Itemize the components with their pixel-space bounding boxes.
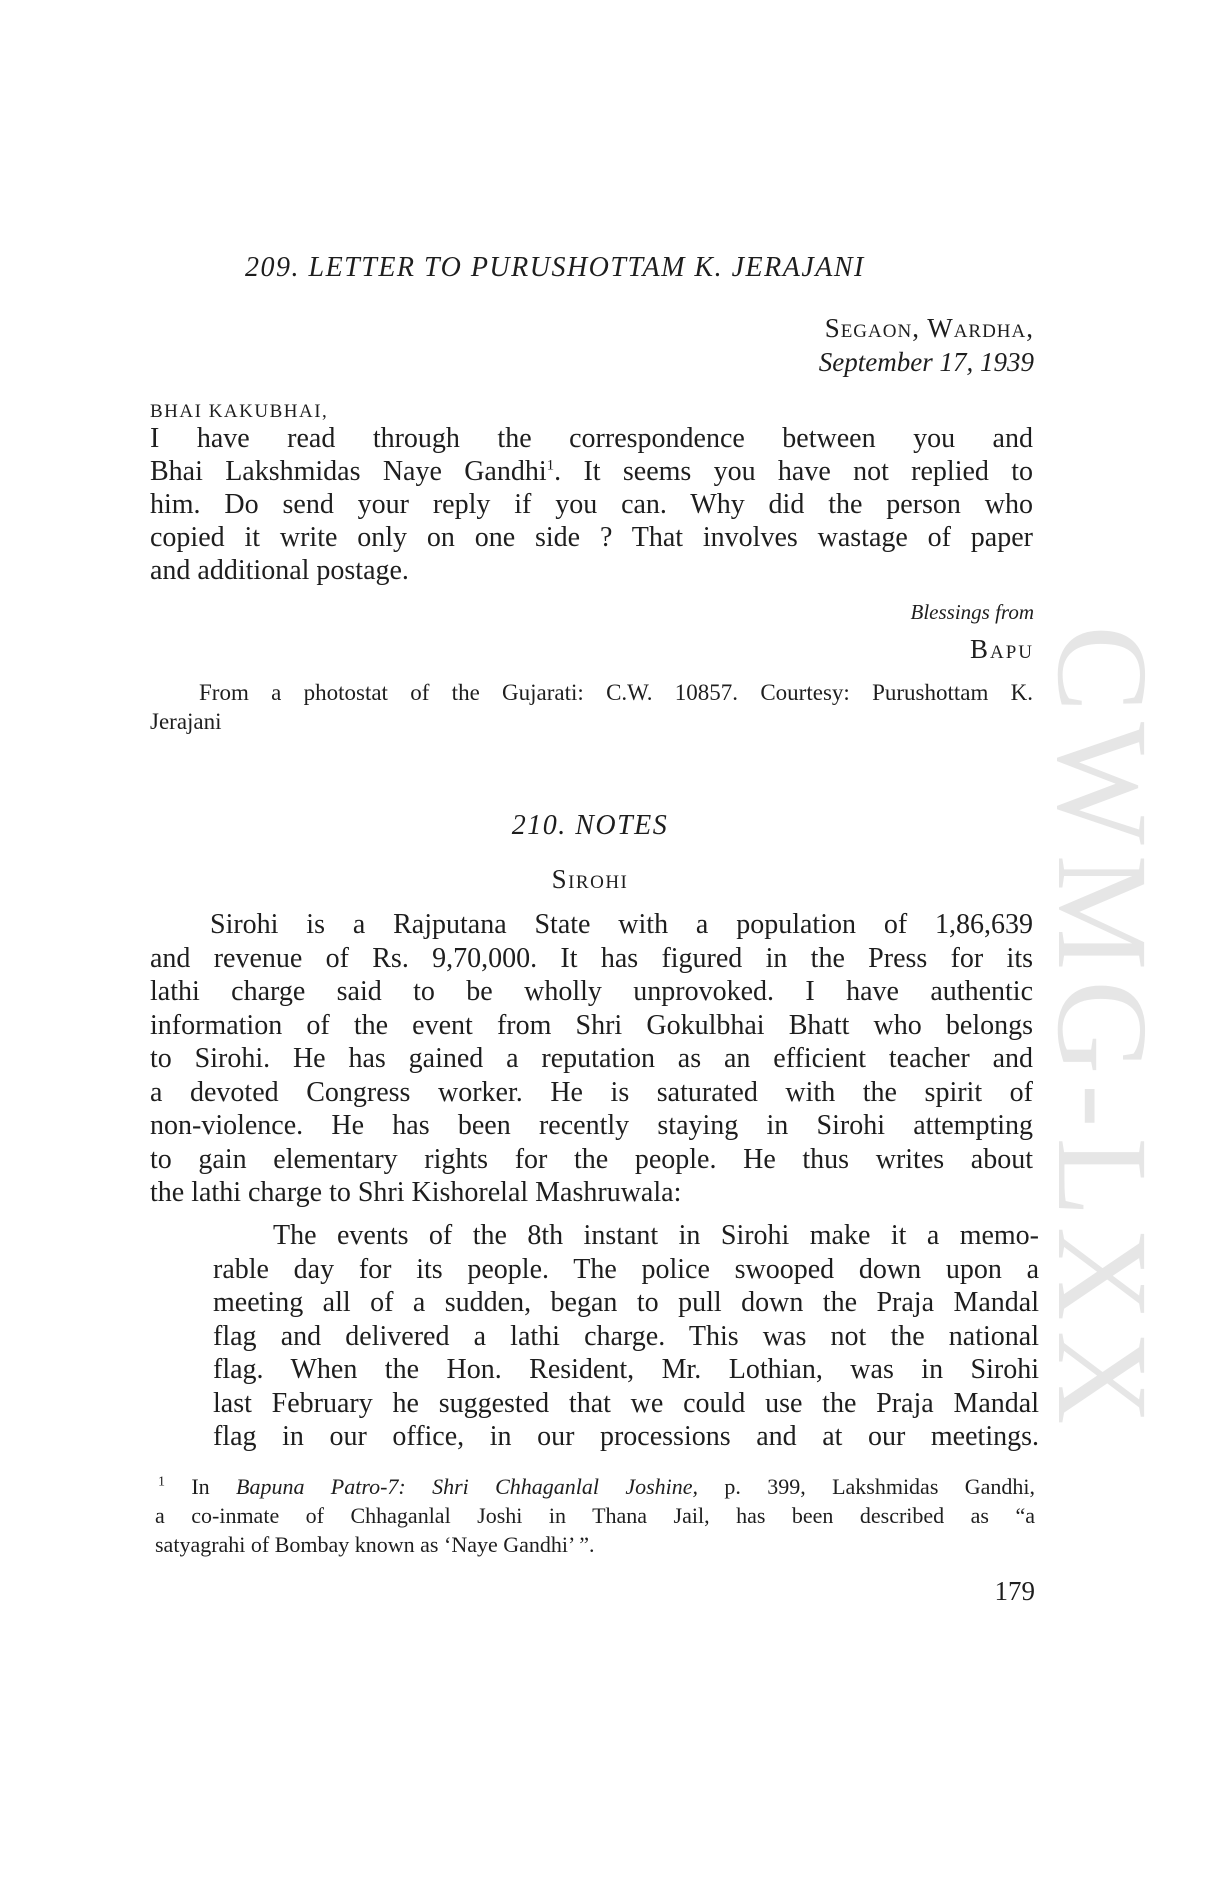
quote-line: flag in our office, in our processions and at our meetings. xyxy=(213,1421,1039,1452)
notes-title: NOTES xyxy=(575,810,669,841)
notes-body-line: and revenue of Rs. 9,70,000. It has figured in the Press for its xyxy=(150,942,1033,974)
watermark-text: CWMG-LXX xyxy=(1030,625,1174,1435)
letter-body-line xyxy=(150,456,1033,488)
footnote-line xyxy=(158,1474,1035,1500)
letter-body xyxy=(150,423,1033,603)
letter-title: LETTER TO PURUSHOTTAM K. JERAJANI xyxy=(308,252,865,283)
footnote-prefix: In xyxy=(165,1474,237,1499)
page-number: 179 xyxy=(994,1576,1035,1606)
notes-body-line: non-violence. He has been recently staying in Sirohi attempting xyxy=(150,1110,1033,1141)
source-line: From a photostat of the Gujarati: C.W. 10857. Courtesy: Purushottam K. xyxy=(199,680,1033,705)
notes-body-line: information of the event from Shri Gokulbhai Bhatt who belongs xyxy=(150,1009,1033,1041)
footnote-line-rest: p. 399, Lakshmidas Gandhi, xyxy=(698,1474,1035,1499)
notes-body-line: a devoted Congress worker. He is saturated with the spirit of xyxy=(150,1076,1033,1108)
notes-body-line: the lathi charge to Shri Kishorelal Mashruwala: xyxy=(150,1177,682,1208)
notes-body-line: lathi charge said to be wholly unprovoked. I have authentic xyxy=(150,976,1033,1007)
letter-place: Segaon, Wardha, xyxy=(824,313,1034,343)
notes-body-line: to gain elementary rights for the people. He thus writes about xyxy=(150,1143,1033,1175)
letter-salutation: BHAI KAKUBHAI, xyxy=(150,401,329,422)
notes-body xyxy=(150,909,1033,1219)
letter-number: 209. xyxy=(245,252,300,283)
letter-body-segment: . It seems you have not replied to xyxy=(554,456,1034,487)
footnote-book-title: Bapuna Patro-7: Shri Chhaganlal Joshine, xyxy=(236,1474,699,1499)
quote-line: flag and delivered a lathi charge. This was not the national xyxy=(213,1320,1039,1352)
letter-body-line: copied it write only on one side ? That involves wastage of paper xyxy=(150,522,1033,553)
notes-body-line: to Sirohi. He has gained a reputation as an efficient teacher and xyxy=(150,1043,1033,1074)
footnote-marker: 1 xyxy=(158,1474,165,1490)
letter-heading xyxy=(245,252,865,284)
notes-heading xyxy=(0,810,1180,842)
quote-line: rable day for its people. The police swooped down upon a xyxy=(213,1253,1039,1285)
letter-source xyxy=(150,680,1033,740)
footnote-ref: 1 xyxy=(546,457,555,474)
footnote xyxy=(155,1474,1035,1564)
notes-body-line: Sirohi is a Rajputana State with a population of 1,86,639 xyxy=(210,909,1033,940)
notes-quote xyxy=(213,1220,1039,1460)
letter-body-segment: Bhai Lakshmidas Naye Gandhi xyxy=(150,456,547,487)
source-line: Jerajani xyxy=(150,709,222,734)
footnote-line: a co-inmate of Chhaganlal Joshi in Thana Jail, has been described as “a xyxy=(155,1503,1035,1528)
letter-date: September 17, 1939 xyxy=(818,347,1034,377)
letter-closing: Blessings from xyxy=(910,600,1034,624)
letter-signature: Bapu xyxy=(969,634,1034,664)
letter-body-line: him. Do send your reply if you can. Why did the person who xyxy=(150,489,1033,520)
notes-subheading: Sirohi xyxy=(551,864,629,894)
quote-line: flag. When the Hon. Resident, Mr. Lothian, was in Sirohi xyxy=(213,1354,1039,1385)
quote-line: The events of the 8th instant in Sirohi make it a memo- xyxy=(273,1220,1039,1251)
letter-body-line: I have read through the correspondence between you and xyxy=(150,423,1033,454)
notes-number: 210. xyxy=(511,810,567,841)
footnote-line: satyagrahi of Bombay known as ‘Naye Gandhi’ ”. xyxy=(155,1532,595,1557)
letter-body-line: and additional postage. xyxy=(150,555,409,586)
quote-line: last February he suggested that we could use the Praja Mandal xyxy=(213,1387,1039,1419)
quote-line: meeting all of a sudden, began to pull down the Praja Mandal xyxy=(213,1287,1039,1318)
